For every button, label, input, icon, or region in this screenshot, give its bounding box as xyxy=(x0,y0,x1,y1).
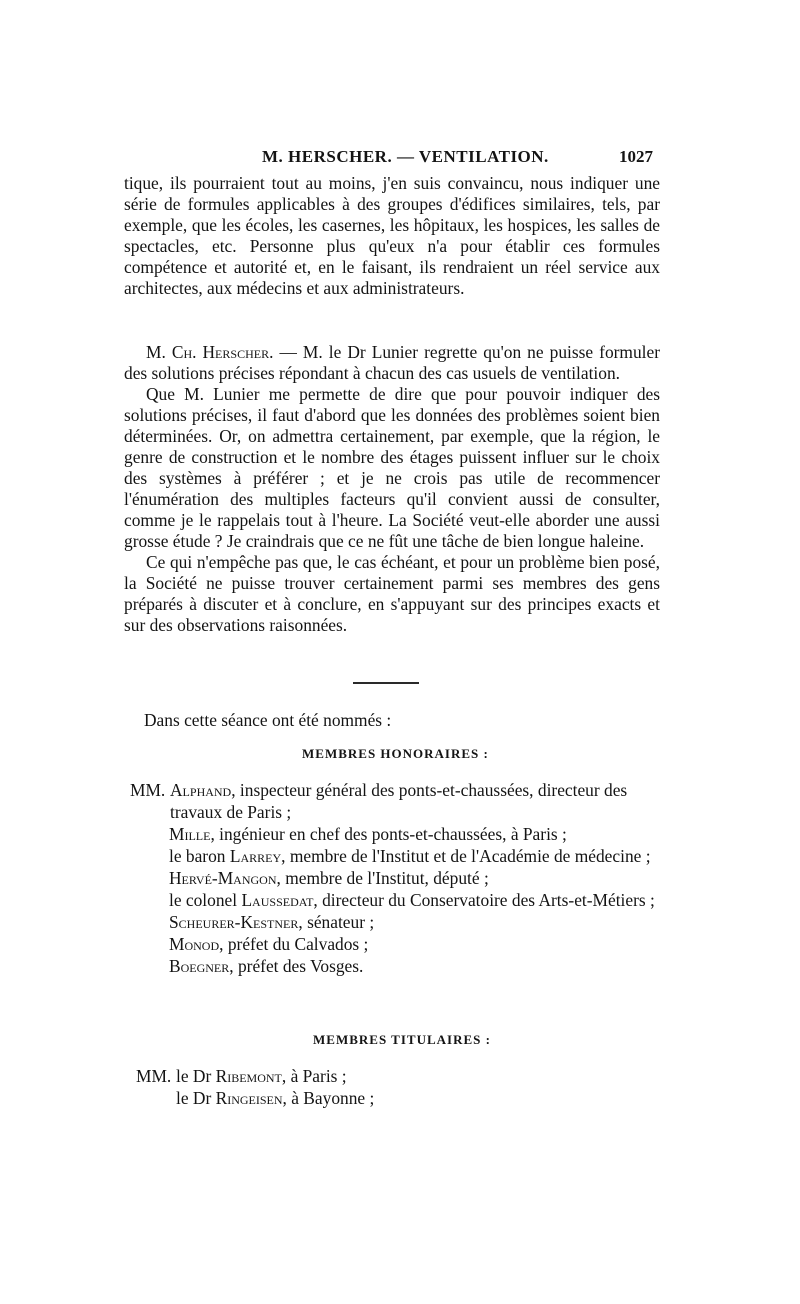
list-item: le baron Larrey, membre de l'Institut et de l'Académie de médecine ; xyxy=(169,846,651,866)
paragraph-3: Que M. Lunier me permette de dire que pour pouvoir indiquer des solutions précises, il faut d'abord que les données des problèmes soient bien déterminées. Or, on admettra certainement, par exemple, que la région, le genre de construction et le nombre des étages puissent influer sur le choix des systèmes à préférer ; et je ne crois pas utile de recommencer l'énumération des multiples facteurs qu'il convient aussi de consulter, comme je le rappelais tout à l'heure. La Société veut-elle aborder une aussi grosse étude ? Je craindrais que ce ne fût une tâche de bien longue haleine. xyxy=(124,384,660,551)
list-item: le Dr Ringeisen, à Bayonne ; xyxy=(176,1088,375,1108)
titulaires-list xyxy=(136,1065,536,1109)
list-item: MM. le Dr Ribemont, à Paris ; xyxy=(136,1066,347,1086)
list-item: Scheurer-Kestner, sénateur ; xyxy=(169,912,375,932)
list-item: Hervé-Mangon, membre de l'Institut, député ; xyxy=(169,868,489,888)
discussion-text xyxy=(124,342,660,636)
honoraires-heading: MEMBRES HONORAIRES : xyxy=(302,746,489,761)
list-item: le colonel Laussedat, directeur du Conservatoire des Arts-et-Métiers ; xyxy=(169,890,655,910)
paragraph-1: tique, ils pourraient tout au moins, j'en suis convaincu, nous indiquer une série de formules applicables à des groupes d'édifices similaires, tels, par exemple, que les écoles, les casernes, les hôpitaux, les hospices, les salles de spectacles, etc. Personne plus qu'eux n'a pour établir ces formules compétence et autorité et, en le faisant, ils rendraient un réel service aux architectes, aux médecins et aux administrateurs. xyxy=(124,173,660,298)
running-header: M. HERSCHER. — VENTILATION. xyxy=(262,147,549,166)
body-text xyxy=(124,173,660,299)
mm-prefix: MM. xyxy=(136,1066,172,1086)
speaker-name: M. Ch. Herscher. xyxy=(146,342,274,362)
list-item: Monod, préfet du Calvados ; xyxy=(169,934,369,954)
paragraph-2 xyxy=(124,342,660,384)
list-item: Mille, ingénieur en chef des ponts-et-chaussées, à Paris ; xyxy=(169,824,567,844)
list-item: Boegner, préfet des Vosges. xyxy=(169,956,364,976)
list-item: MM. Alphand, inspecteur général des ponts-et-chaussées, directeur des travaux de Paris ; xyxy=(130,780,628,822)
honoraires-list xyxy=(130,779,670,977)
seance-line: Dans cette séance ont été nommés : xyxy=(144,710,392,730)
section-divider xyxy=(353,682,419,684)
page-number: 1027 xyxy=(619,147,653,166)
titulaires-heading: MEMBRES TITULAIRES : xyxy=(313,1032,491,1047)
paragraph-4: Ce qui n'empêche pas que, le cas échéant, et pour un problème bien posé, la Société ne puisse trouver certainement parmi ses membres des gens préparés à discuter et à conclure, en s'appuyant sur des principes exacts et sur des observations raisonnées. xyxy=(124,552,660,635)
mm-prefix: MM. xyxy=(130,780,166,800)
paragraph-2-text: — M. le Dr Lunier regrette qu'on ne puisse formuler des solutions précises répondant à chacun des cas usuels de ventilation. xyxy=(124,342,660,383)
